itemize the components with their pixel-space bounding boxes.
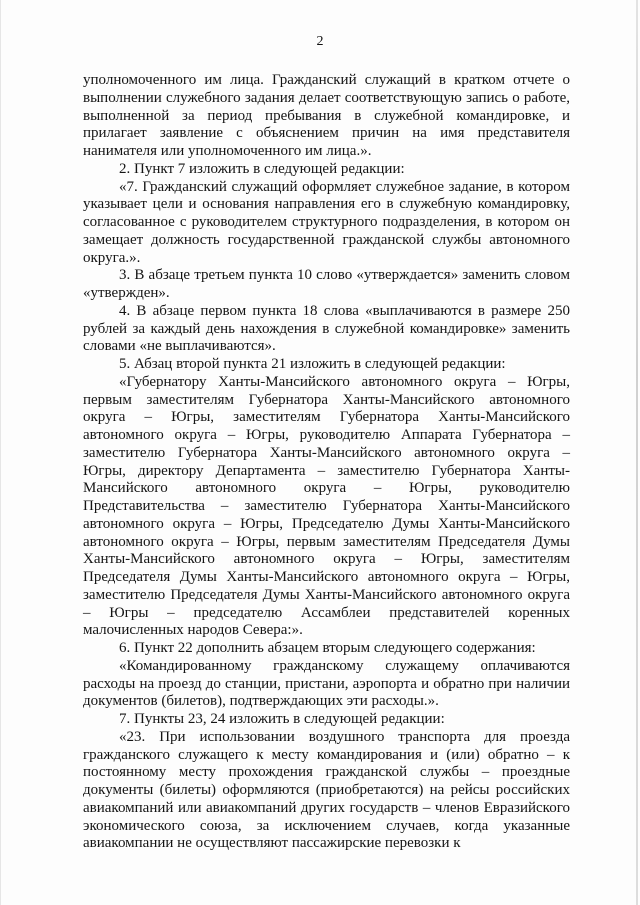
paragraph-item-2: 2. Пункт 7 изложить в следующей редакции: (119, 160, 405, 177)
paragraph-quote-21: «Губернатору Ханты-Мансийского автономного округа – Югры, первым заместителям Губернатора Ханты-Мансийского автономного округа – Югры, заместителям Губернатора Ханты-Мансийского автономного округа – Югры, руководителю Аппарата Губернатора – заместителю Губернатора Ханты-Мансийского автономного округа – Югры, директору Департамента – заместителю Губернатора Ханты-Мансийского автономного округа – Югры, руководителю Представительства – заместителю Губернатора Ханты-Мансийского автономного округа – Югры, Председателю Думы Ханты-Мансийского автономного округа – Югры, первым заместителям Председателя Думы Ханты-Мансийского автономного округа – Югры, заместителям Председателя Думы Ханты-Мансийского автономного округа – Югры, заместителю Председателя Думы Ханты-Мансийского автономного округа – Югры – председателю Ассамблеи представителей коренных малочисленных народов Севера:». (83, 373, 570, 639)
paragraph-quote-23: «23. При использовании воздушного транспорта для проезда гражданского служащего к месту командирования и (или) обратно – к постоянному месту прохождения гражданской службы – проездные документы (билеты) оформляются (приобретаются) на рейсы российских авиакомпаний или авиакомпаний других государств – членов Евразийского экономического союза, за исключением случаев, когда указанные авиакомпании не осуществляют пассажирские перевозки к (83, 728, 570, 852)
scan-edge-left (0, 0, 1, 905)
paragraph-quote-7: «7. Гражданский служащий оформляет служебное задание, в котором указывает цели и основания направления его в служебную командировку, согласованное с руководителем структурного подразделения, в котором он замещает должность государственной гражданской службы автономного округа.». (83, 178, 570, 266)
scan-edge-right (636, 0, 638, 905)
paragraph-item-5: 5. Абзац второй пункта 21 изложить в следующей редакции: (119, 356, 506, 372)
document-body (83, 72, 570, 853)
paragraph-item-4: 4. В абзаце первом пункта 18 слова «выплачиваются в размере 250 рублей за каждый день нахождения в служебной командировке» заменить словами «не выплачиваются». (83, 302, 570, 355)
paragraph-continuation: уполномоченного им лица. Гражданский служащий в кратком отчете о выполнении служебного задания делает соответствующую запись о работе, выполненной за период пребывания в служебной командировке, и прилагает заявление с объяснением причин на имя представителя нанимателя или уполномоченного им лица.». (83, 72, 570, 159)
paragraph-item-7: 7. Пункты 23, 24 изложить в следующей редакции: (119, 711, 445, 727)
paragraph-item-3: 3. В абзаце третьем пункта 10 слово «утверждается» заменить словом «утвержден». (83, 267, 570, 301)
paragraph-item-6: 6. Пункт 22 дополнить абзацем вторым следующего содержания: (119, 640, 536, 656)
page-number: 2 (316, 34, 324, 49)
paragraph-quote-22: «Командированному гражданскому служащему оплачиваются расходы на проезд до станции, пристани, аэропорта и обратно при наличии документов (билетов), подтверждающих эти расходы.». (83, 657, 570, 710)
